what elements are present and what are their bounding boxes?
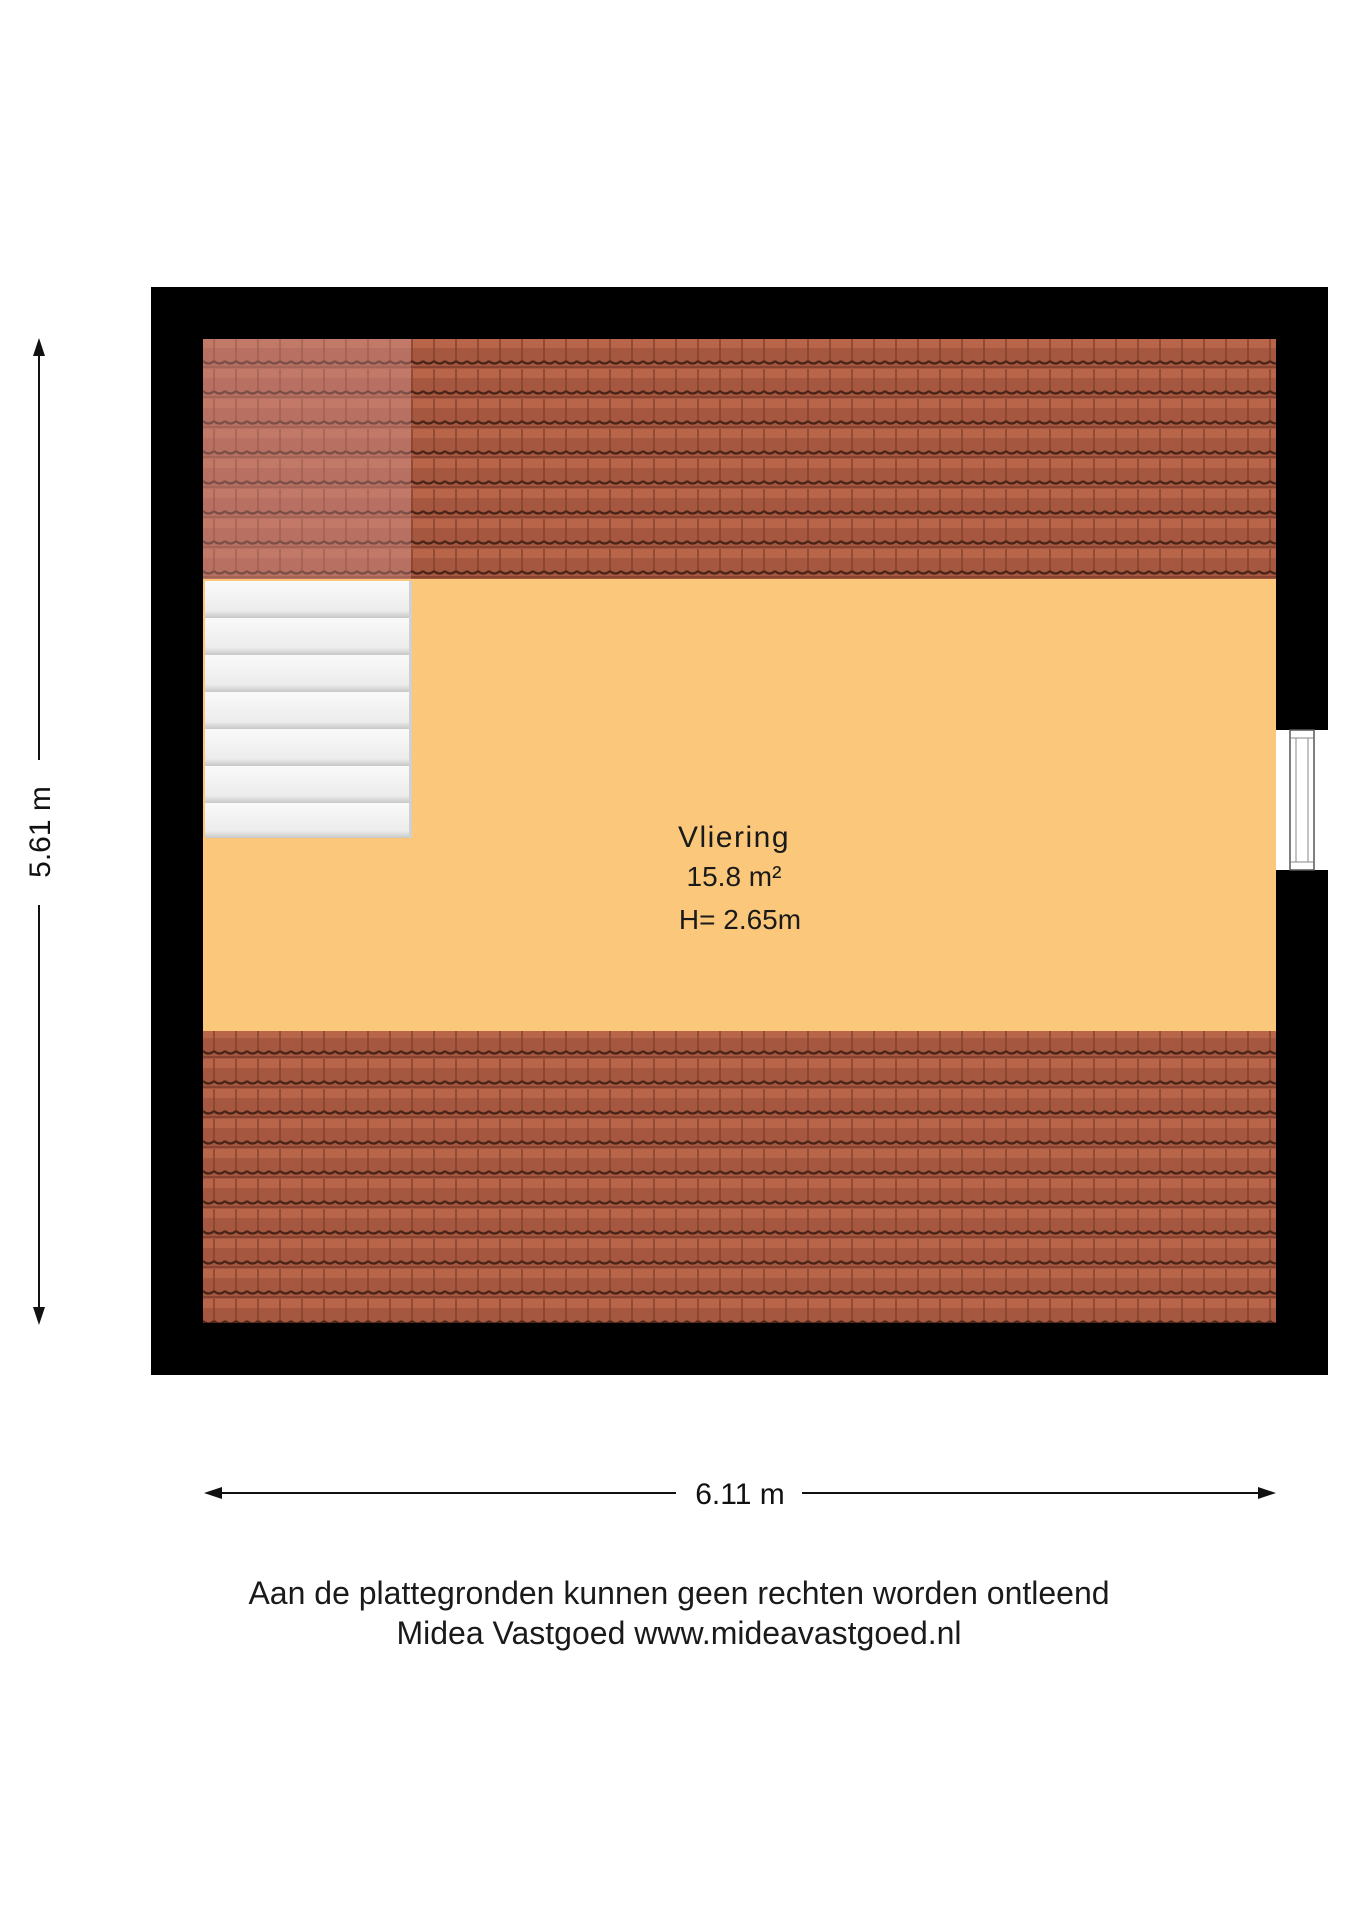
roof-slope-bottom <box>203 1031 1276 1323</box>
window <box>1276 730 1328 870</box>
company-credit: Midea Vastgoed www.mideavastgoed.nl <box>396 1615 962 1651</box>
room-area: 15.8 m² <box>686 861 782 892</box>
disclaimer-text: Aan de plattegronden kunnen geen rechten worden ontleend <box>248 1575 1110 1611</box>
stair-step <box>205 729 411 766</box>
stair-step <box>205 655 411 692</box>
stair-opening-overlay <box>203 339 411 579</box>
width-dimension <box>204 1478 1276 1511</box>
stair-step <box>205 581 411 618</box>
stair-step <box>205 618 411 655</box>
stair-step <box>205 766 411 803</box>
depth-label: 5.61 m <box>24 786 57 878</box>
stair-step <box>205 803 411 838</box>
room-name: Vliering <box>677 821 791 854</box>
stair-step <box>205 692 411 729</box>
width-label: 6.11 m <box>695 1478 785 1511</box>
depth-dimension <box>24 338 57 1325</box>
stairs <box>205 581 412 838</box>
room-height: H= 2.65m <box>678 904 802 935</box>
